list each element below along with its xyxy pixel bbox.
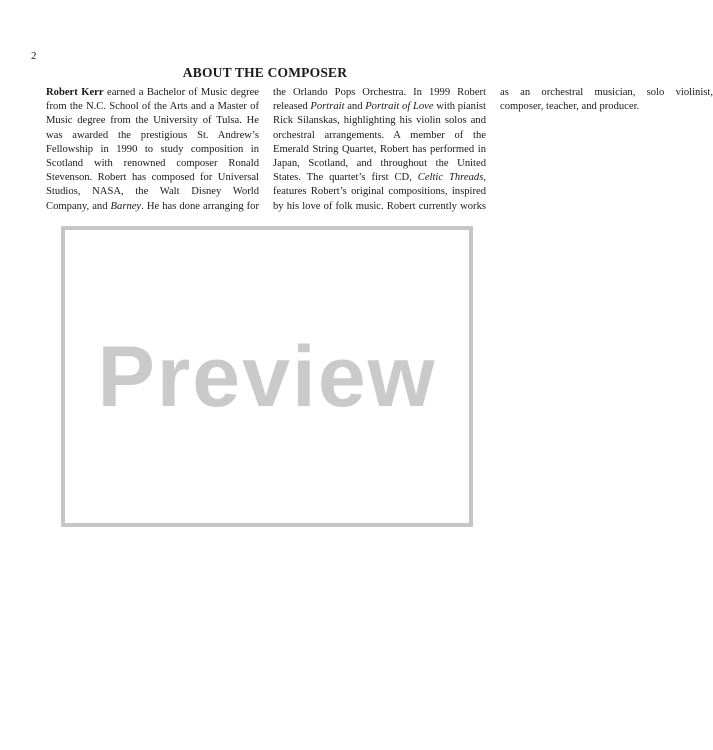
credit-title-barney: Barney	[110, 200, 142, 212]
bio-text-part: with pianist Rick Silanskas, highlighting his violin solos and orchestral arrangements. A member of the Emerald String Quartet, Robert has performed in Japan, Scotland, and throughout the United States. The quartet’s first CD,	[273, 101, 486, 184]
album-title-celtic-threads: Celtic Threads	[417, 172, 484, 184]
album-title-portrait-of-love: Portrait of Love	[365, 101, 434, 113]
page-title: ABOUT THE COMPOSER	[182, 65, 348, 80]
bio-text-part: , features Robert’s original compositions, inspired by his love of folk music. Robert currently works as an orchestral musician, solo violinist, composer, teacher, and producer.	[273, 87, 713, 212]
bio-text-part: . He has done arranging for the Orlando Pops Orchestra. In 1999 Robert released	[141, 87, 486, 212]
bio-text-part: earned a Bachelor of Music degree from the N.C. School of the Arts and a Master of Music degree from the University of Tulsa. He was awarded the prestigious St. Andrew’s Fellowship in 1990 to study composition in Scotland with renowned composer Ronald Stevenson. Robert has composed for Universal Studios, NASA, the Walt Disney World Company, and	[46, 87, 260, 212]
page-number: 2	[31, 50, 37, 62]
preview-watermark-box	[61, 226, 473, 527]
album-title-portrait: Portrait	[310, 101, 345, 113]
bio-paragraph	[46, 86, 713, 228]
bio-text-part: and	[344, 101, 366, 113]
preview-watermark: Preview	[97, 328, 437, 425]
composer-name: Robert Kerr	[46, 87, 104, 98]
bio-text	[46, 86, 713, 228]
